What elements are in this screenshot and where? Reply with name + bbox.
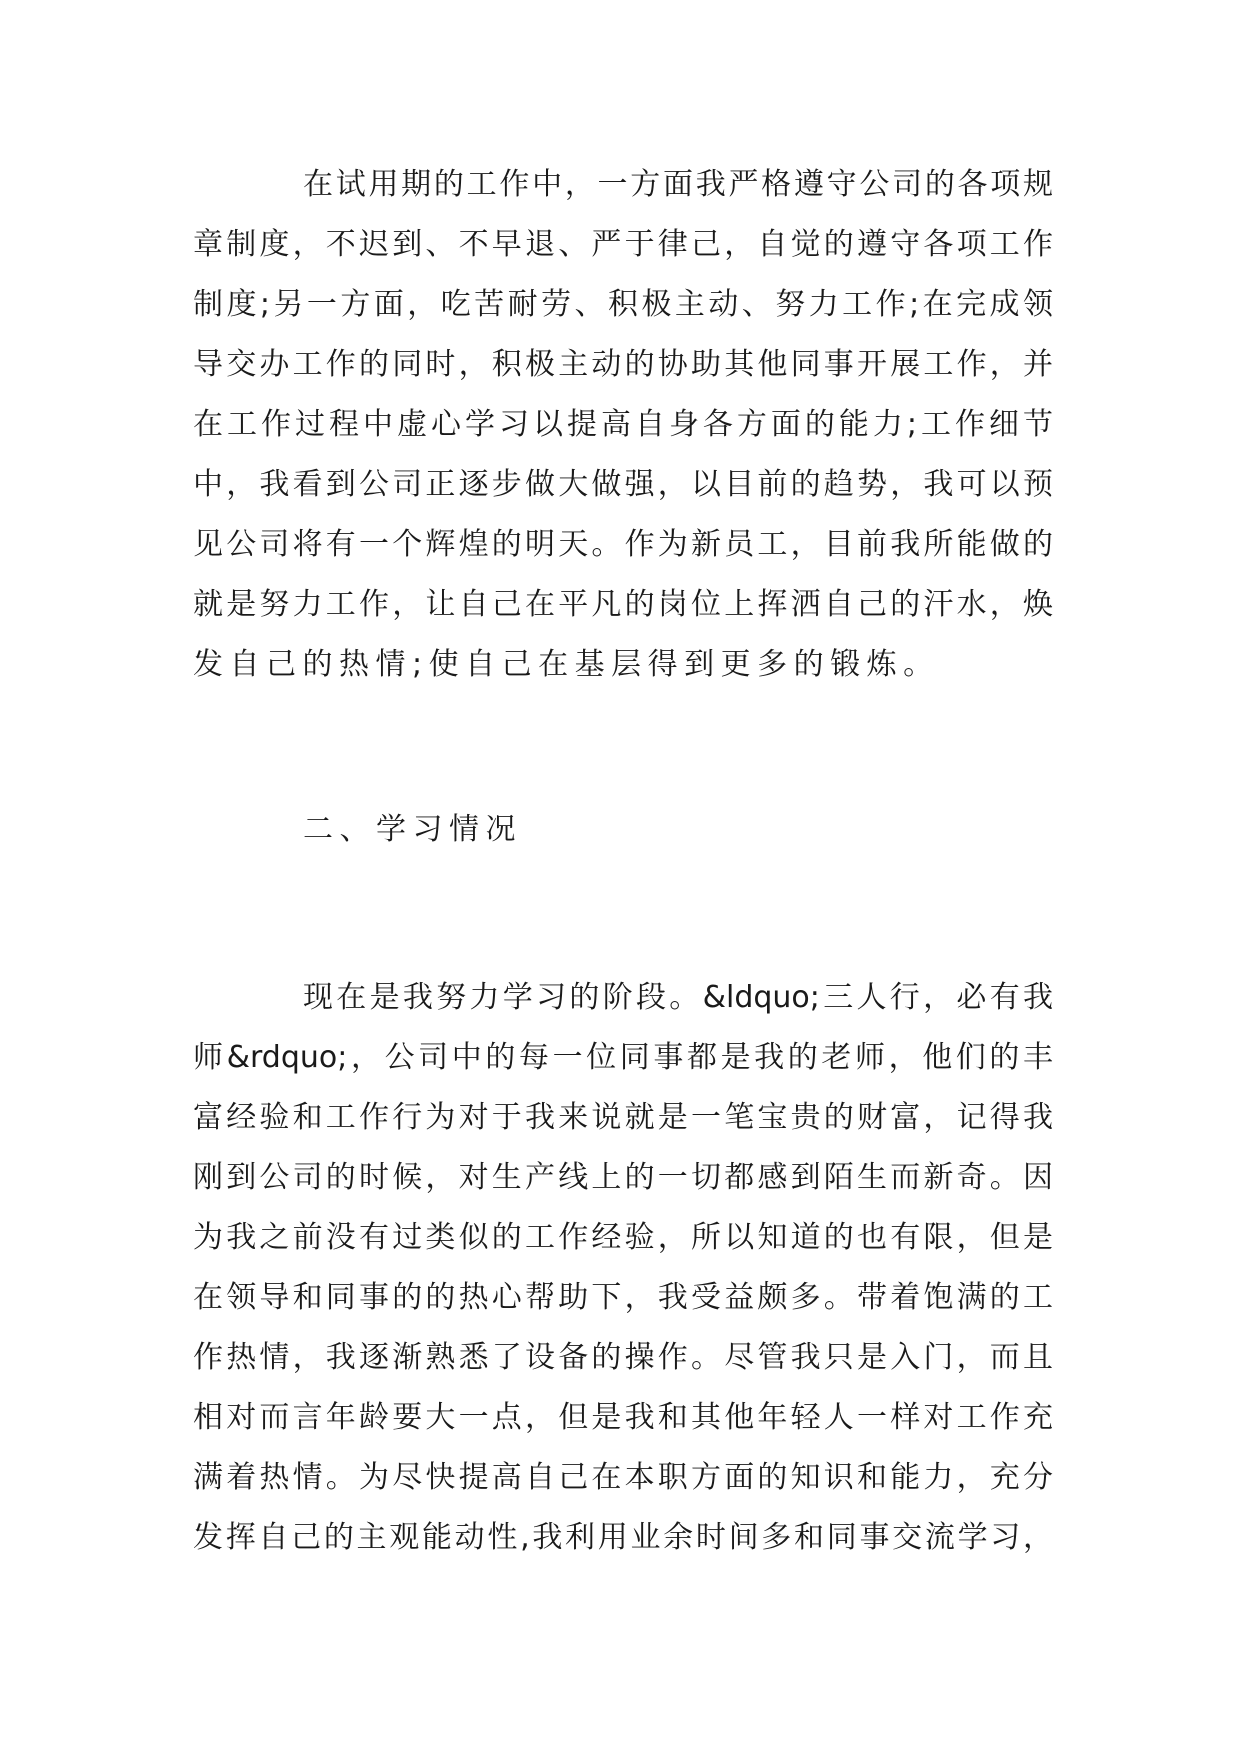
paragraph-line: 刚到公司的时候，对生产线上的一切都感到陌生而新奇。因 <box>193 1160 1053 1195</box>
paragraph-line: 富经验和工作行为对于我来说就是一笔宝贵的财富，记得我 <box>193 1100 1053 1135</box>
paragraph-line: 在工作过程中虚心学习以提高自身各方面的能力;工作细节 <box>193 407 1053 442</box>
paragraph-line: 制度;另一方面，吃苦耐劳、积极主动、努力工作;在完成领 <box>193 287 1053 322</box>
paragraph-line: 中，我看到公司正逐步做大做强，以目前的趋势，我可以预 <box>193 467 1053 502</box>
paragraph-line: 见公司将有一个辉煌的明天。作为新员工，目前我所能做的 <box>193 527 1053 562</box>
paragraph-line: 发自己的热情;使自己在基层得到更多的锻炼。 <box>193 647 940 682</box>
section-heading: 二、学习情况 <box>303 812 522 847</box>
paragraph-line: 在领导和同事的的热心帮助下，我受益颇多。带着饱满的工 <box>193 1280 1053 1315</box>
paragraph-line: 满着热情。为尽快提高自己在本职方面的知识和能力，充分 <box>193 1460 1053 1495</box>
paragraph-line: 师&rdquo;，公司中的每一位同事都是我的老师，他们的丰 <box>193 1040 1053 1075</box>
paragraph-line: 发挥自己的主观能动性,我利用业余时间多和同事交流学习， <box>193 1520 1053 1555</box>
paragraph-line: 现在是我努力学习的阶段。&ldquo;三人行，必有我 <box>303 980 1053 1015</box>
paragraph-line: 章制度，不迟到、不早退、严于律己，自觉的遵守各项工作 <box>193 227 1053 262</box>
paragraph-line: 作热情，我逐渐熟悉了设备的操作。尽管我只是入门，而且 <box>193 1340 1053 1375</box>
paragraph-line: 导交办工作的同时，积极主动的协助其他同事开展工作，并 <box>193 347 1053 382</box>
paragraph-line: 在试用期的工作中，一方面我严格遵守公司的各项规 <box>303 167 1053 202</box>
paragraph-line: 为我之前没有过类似的工作经验，所以知道的也有限，但是 <box>193 1220 1053 1255</box>
paragraph-line: 相对而言年龄要大一点，但是我和其他年轻人一样对工作充 <box>193 1400 1053 1435</box>
paragraph-line: 就是努力工作，让自己在平凡的岗位上挥洒自己的汗水，焕 <box>193 587 1053 622</box>
